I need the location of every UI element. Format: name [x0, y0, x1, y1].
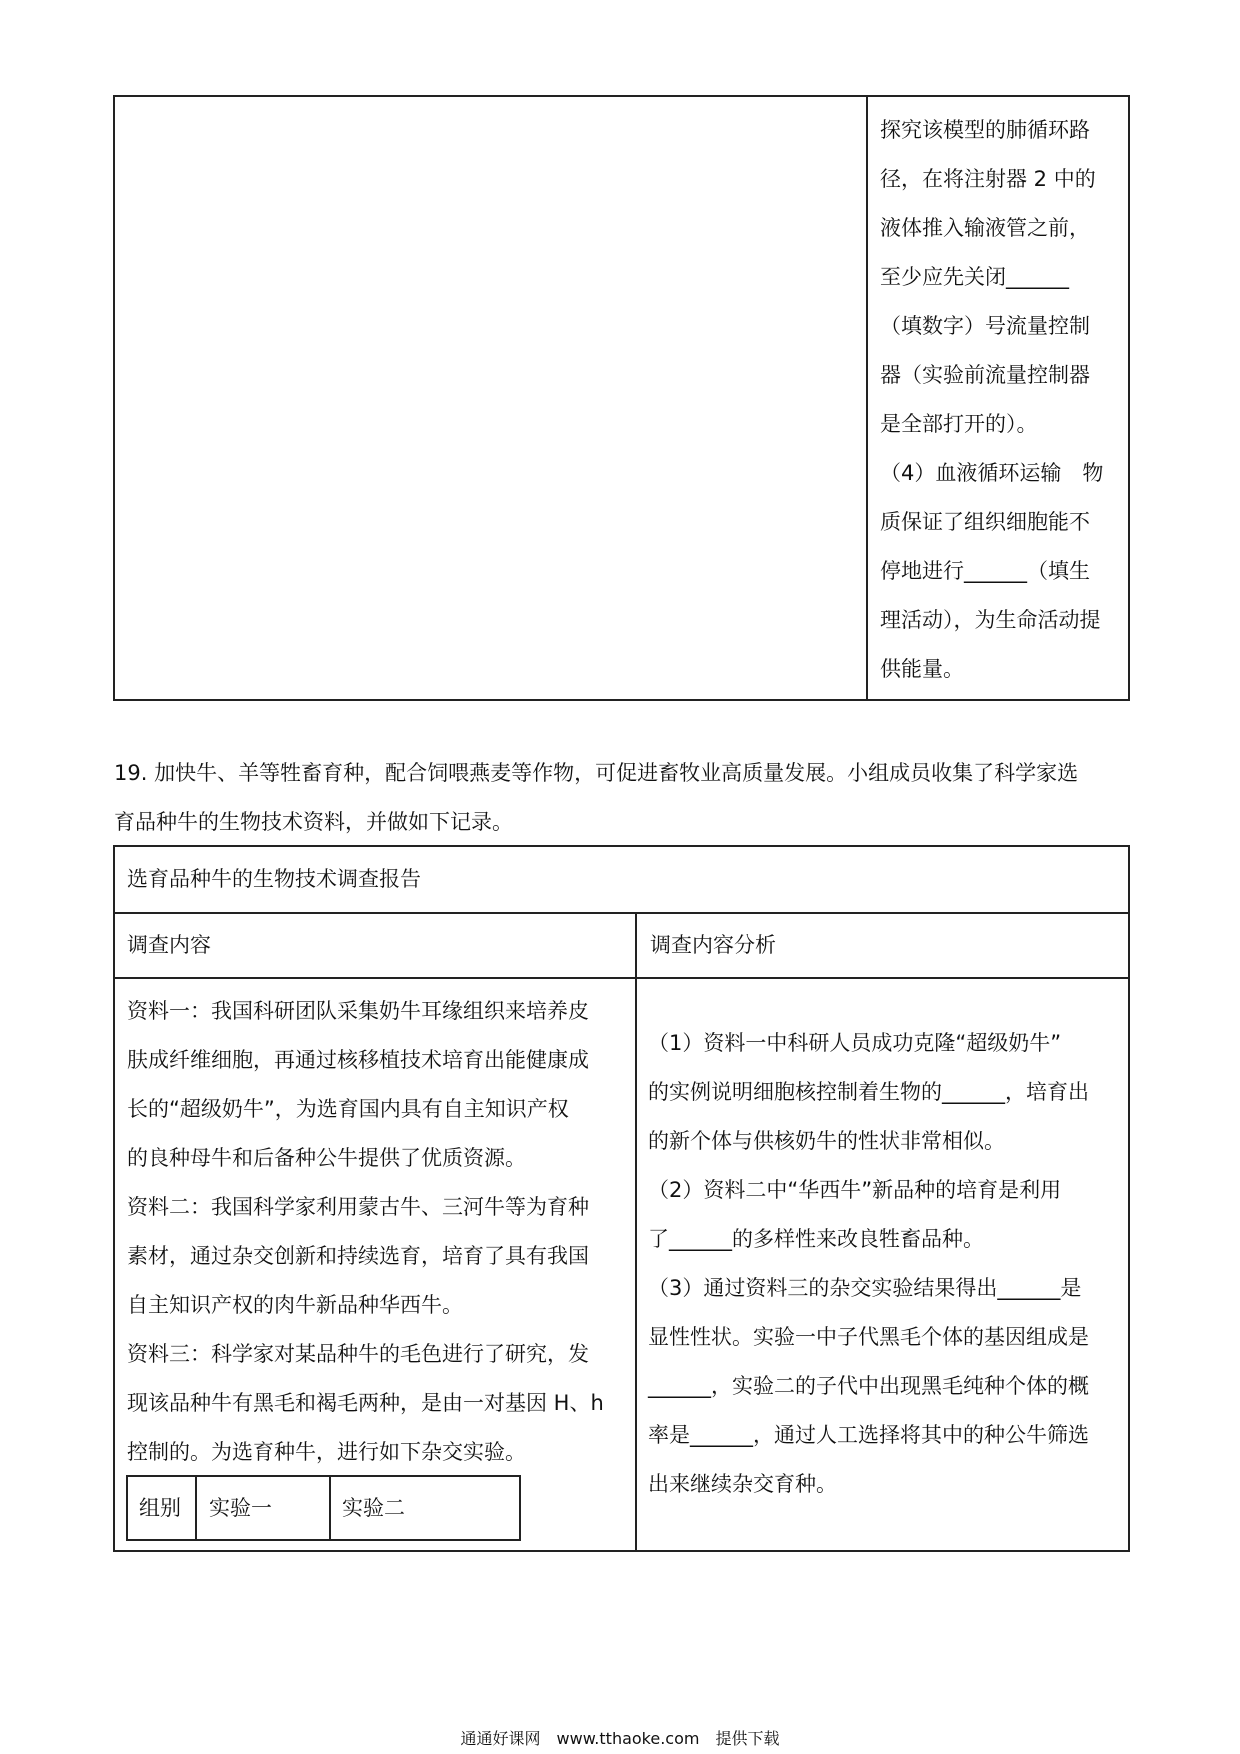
analysis-line: （2）资料二中“华西牛”新品种的培育是利用	[648, 1178, 1062, 1202]
material-line: 肤成纤维细胞，再通过核移植技术培育出能健康成	[127, 1048, 589, 1072]
analysis-line: ______，实验二的子代中出现黑毛纯种个体的概	[648, 1374, 1089, 1398]
experiment-header-2: 实验二	[342, 1496, 405, 1520]
analysis-line: 了______的多样性来改良牲畜品种。	[648, 1227, 984, 1251]
top-table-divider	[866, 95, 868, 701]
material-line: 资料三：科学家对某品种牛的毛色进行了研究，发	[127, 1342, 589, 1366]
experiment-table	[126, 1475, 521, 1541]
top-cell-line: 供能量。	[880, 657, 964, 681]
analysis-line: （1）资料一中科研人员成功克隆“超级奶牛”	[648, 1031, 1062, 1055]
report-header-rule	[113, 977, 1130, 979]
column-header-content: 调查内容	[127, 933, 211, 957]
question-line-1: 19. 加快牛、羊等牲畜育种，配合饲喂燕麦等作物，可促进畜牧业高质量发展。小组成员收集了科学家选	[114, 761, 1079, 785]
top-cell-line: 液体推入输液管之前，	[880, 216, 1090, 240]
analysis-line: 出来继续杂交育种。	[648, 1472, 837, 1496]
experiment-table-divider	[329, 1475, 331, 1541]
experiment-table-divider	[195, 1475, 197, 1541]
material-line: 的良种母牛和后备种公牛提供了优质资源。	[127, 1146, 526, 1170]
material-line: 素材，通过杂交创新和持续选育，培育了具有我国	[127, 1244, 589, 1268]
analysis-line: 率是______，通过人工选择将其中的种公牛筛选	[648, 1423, 1089, 1447]
top-cell-line: （填数字）号流量控制	[880, 314, 1090, 338]
top-cell-line: （4）血液循环运输 物	[880, 461, 1104, 485]
analysis-line: （3）通过资料三的杂交实验结果得出______是	[648, 1276, 1082, 1300]
top-cell-line: 径，在将注射器 2 中的	[880, 167, 1096, 191]
experiment-header-group: 组别	[139, 1496, 181, 1520]
top-table-right-cell	[880, 106, 1125, 694]
top-cell-line: 理活动），为生命活动提	[880, 608, 1101, 632]
material-line: 长的“超级奶牛”，为选育国内具有自主知识产权	[127, 1097, 569, 1121]
material-line: 资料一：我国科研团队采集奶牛耳缘组织来培养皮	[127, 999, 589, 1023]
analysis-cell	[648, 1019, 1126, 1509]
analysis-line: 的实例说明细胞核控制着生物的______，培育出	[648, 1080, 1089, 1104]
top-cell-line: 探究该模型的肺循环路	[880, 118, 1090, 142]
analysis-line: 的新个体与供核奶牛的性状非常相似。	[648, 1129, 1005, 1153]
material-line: 自主知识产权的肉牛新品种华西牛。	[127, 1293, 463, 1317]
material-line: 资料二：我国科学家利用蒙古牛、三河牛等为育种	[127, 1195, 589, 1219]
material-line: 控制的。为选育种牛，进行如下杂交实验。	[127, 1440, 526, 1464]
top-cell-line: 停地进行______（填生	[880, 559, 1090, 583]
top-cell-line: 至少应先关闭______	[880, 265, 1069, 289]
page-footer: 通通好课网 www.tthaoke.com 提供下载	[460, 1729, 780, 1748]
report-title-rule	[113, 912, 1130, 914]
report-title: 选育品种牛的生物技术调查报告	[127, 867, 421, 891]
question-line-2: 育品种牛的生物技术资料，并做如下记录。	[114, 810, 513, 834]
top-table-left-cell	[115, 97, 865, 699]
experiment-header-1: 实验一	[209, 1496, 272, 1520]
material-line: 现该品种牛有黑毛和褐毛两种，是由一对基因 H、h	[127, 1391, 604, 1415]
top-cell-line: 器（实验前流量控制器	[880, 363, 1090, 387]
top-cell-line: 是全部打开的）。	[880, 412, 1038, 436]
column-header-analysis: 调查内容分析	[650, 933, 776, 957]
report-column-divider	[635, 912, 637, 1552]
analysis-line: 显性性状。实验一中子代黑毛个体的基因组成是	[648, 1325, 1089, 1349]
materials-cell	[127, 987, 627, 1477]
top-cell-line: 质保证了组织细胞能不	[880, 510, 1090, 534]
